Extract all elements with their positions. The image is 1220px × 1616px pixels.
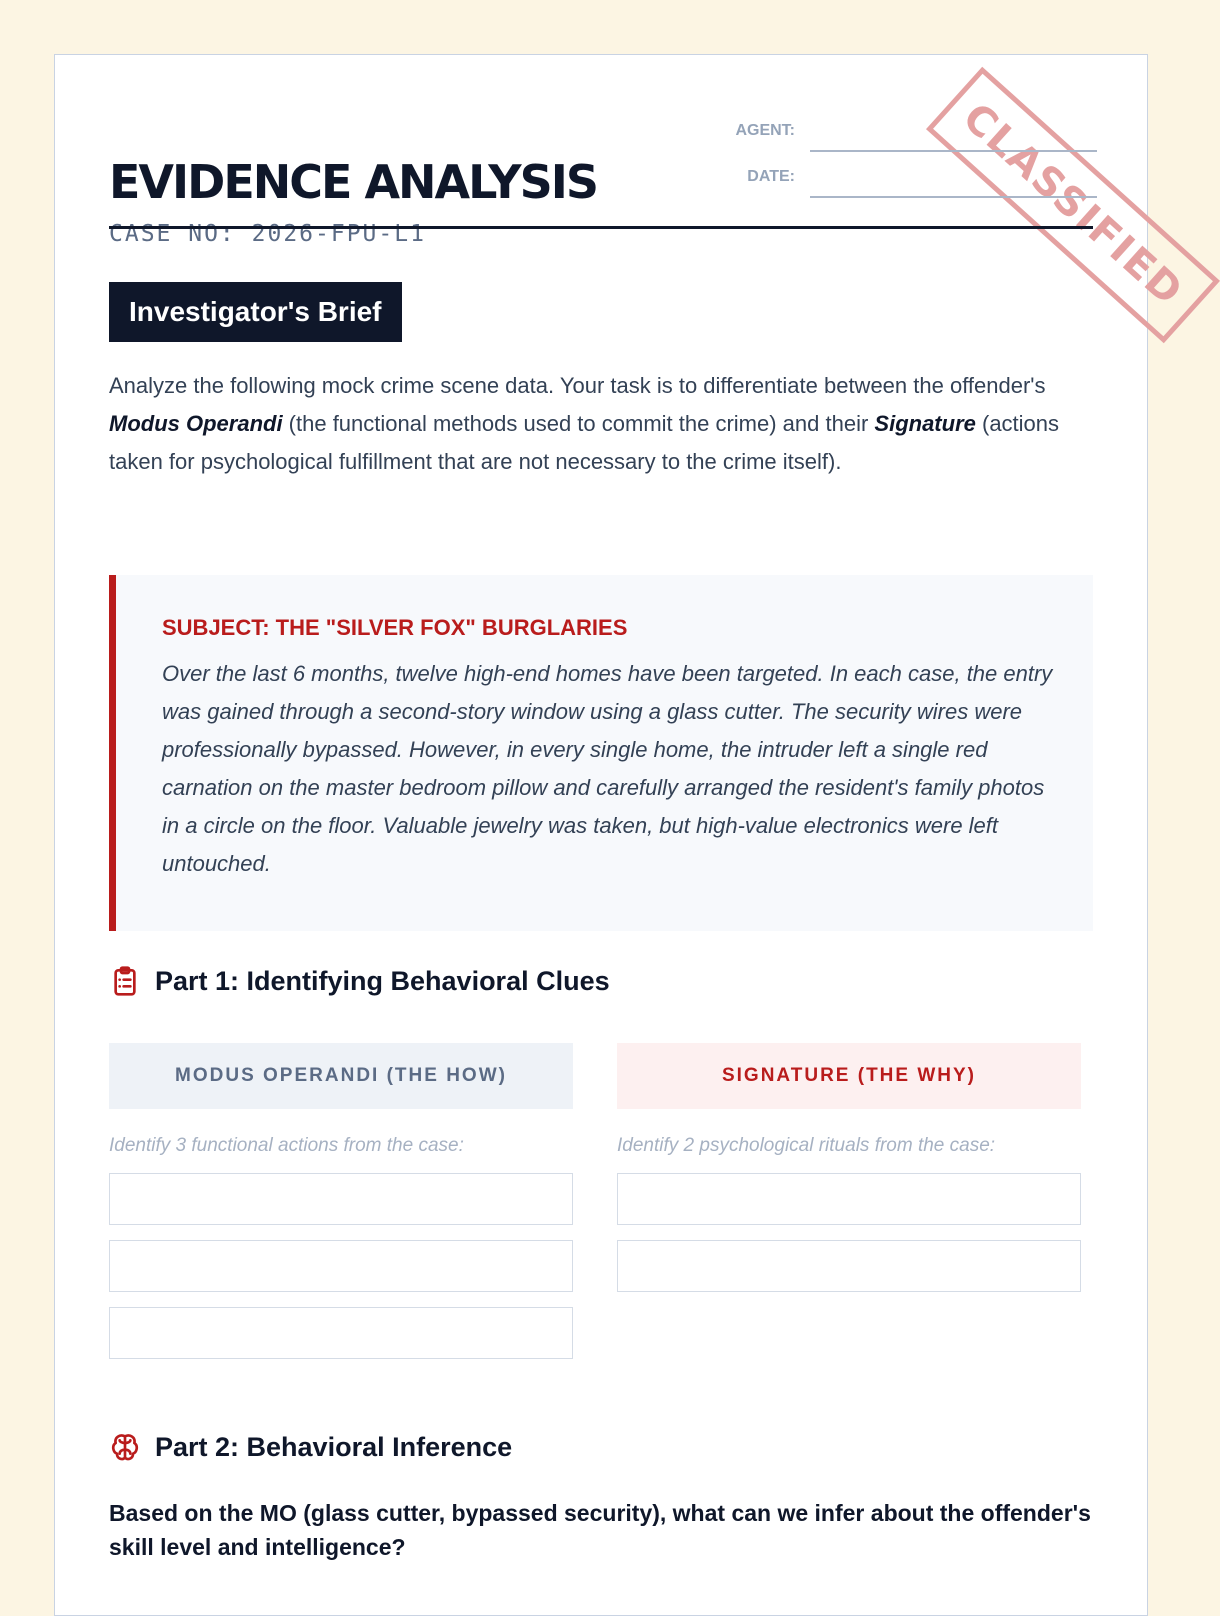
worksheet-page xyxy=(54,54,1193,1616)
brief-text-part: (the functional methods used to commit the crime) and their xyxy=(282,411,875,436)
agent-field[interactable] xyxy=(810,126,1097,152)
page-title: EVIDENCE ANALYSIS xyxy=(109,155,597,209)
date-field[interactable] xyxy=(810,172,1097,198)
mo-column-header: MODUS OPERANDI (THE HOW) xyxy=(109,1043,573,1109)
brief-text-part: Analyze the following mock crime scene data. Your task is to differentiate between the offender's xyxy=(109,373,1046,398)
header-divider xyxy=(109,226,1093,229)
part1-heading xyxy=(109,965,610,997)
brain-icon xyxy=(109,1431,141,1463)
term-signature: Signature xyxy=(874,411,976,436)
signature-answer-field[interactable] xyxy=(617,1240,1081,1292)
case-description: Over the last 6 months, twelve high-end homes have been targeted. In each case, the entry was gained through a second-story window using a glass cutter. The security wires were professionally bypassed. However, in every single home, the intruder left a single red carnation on the master bedroom pillow and carefully arranged the resident's family photos in a circle on the floor. Valuable jewelry was taken, but high-value electronics were left untouched. xyxy=(162,661,1053,876)
signature-answer-field[interactable] xyxy=(617,1173,1081,1225)
mo-answer-field[interactable] xyxy=(109,1240,573,1292)
agent-label: AGENT: xyxy=(735,122,795,139)
classified-stamp-text: CLASSIFIED xyxy=(953,94,1193,316)
term-modus-operandi: Modus Operandi xyxy=(109,411,283,436)
case-number: CASE NO: 2026-FPU-L1 xyxy=(109,221,426,247)
clipboard-list-icon xyxy=(109,965,141,997)
brief-text xyxy=(109,367,1093,481)
mo-hint: Identify 3 functional actions from the case: xyxy=(109,1135,464,1156)
case-file-box xyxy=(109,575,1093,931)
brief-badge: Investigator's Brief xyxy=(109,282,402,342)
signature-hint: Identify 2 psychological rituals from the case: xyxy=(617,1135,996,1156)
part2-title: Part 2: Behavioral Inference xyxy=(155,1431,513,1462)
mo-answer-field[interactable] xyxy=(109,1173,573,1225)
mo-answer-field[interactable] xyxy=(109,1307,573,1359)
part2-heading xyxy=(109,1431,512,1463)
case-subject: SUBJECT: THE "SILVER FOX" BURGLARIES xyxy=(162,615,628,640)
classified-stamp xyxy=(926,67,1220,344)
part1-title: Part 1: Identifying Behavioral Clues xyxy=(155,965,610,996)
brief-text-part: (actions taken for psychological fulfillment that are not necessary to the crime itself). xyxy=(109,411,1060,474)
date-label: DATE: xyxy=(747,168,795,185)
part2-question: Based on the MO (glass cutter, bypassed security), what can we infer about the offender's skill level and intelligence? xyxy=(109,1500,1091,1560)
signature-column-header: SIGNATURE (THE WHY) xyxy=(617,1043,1081,1109)
